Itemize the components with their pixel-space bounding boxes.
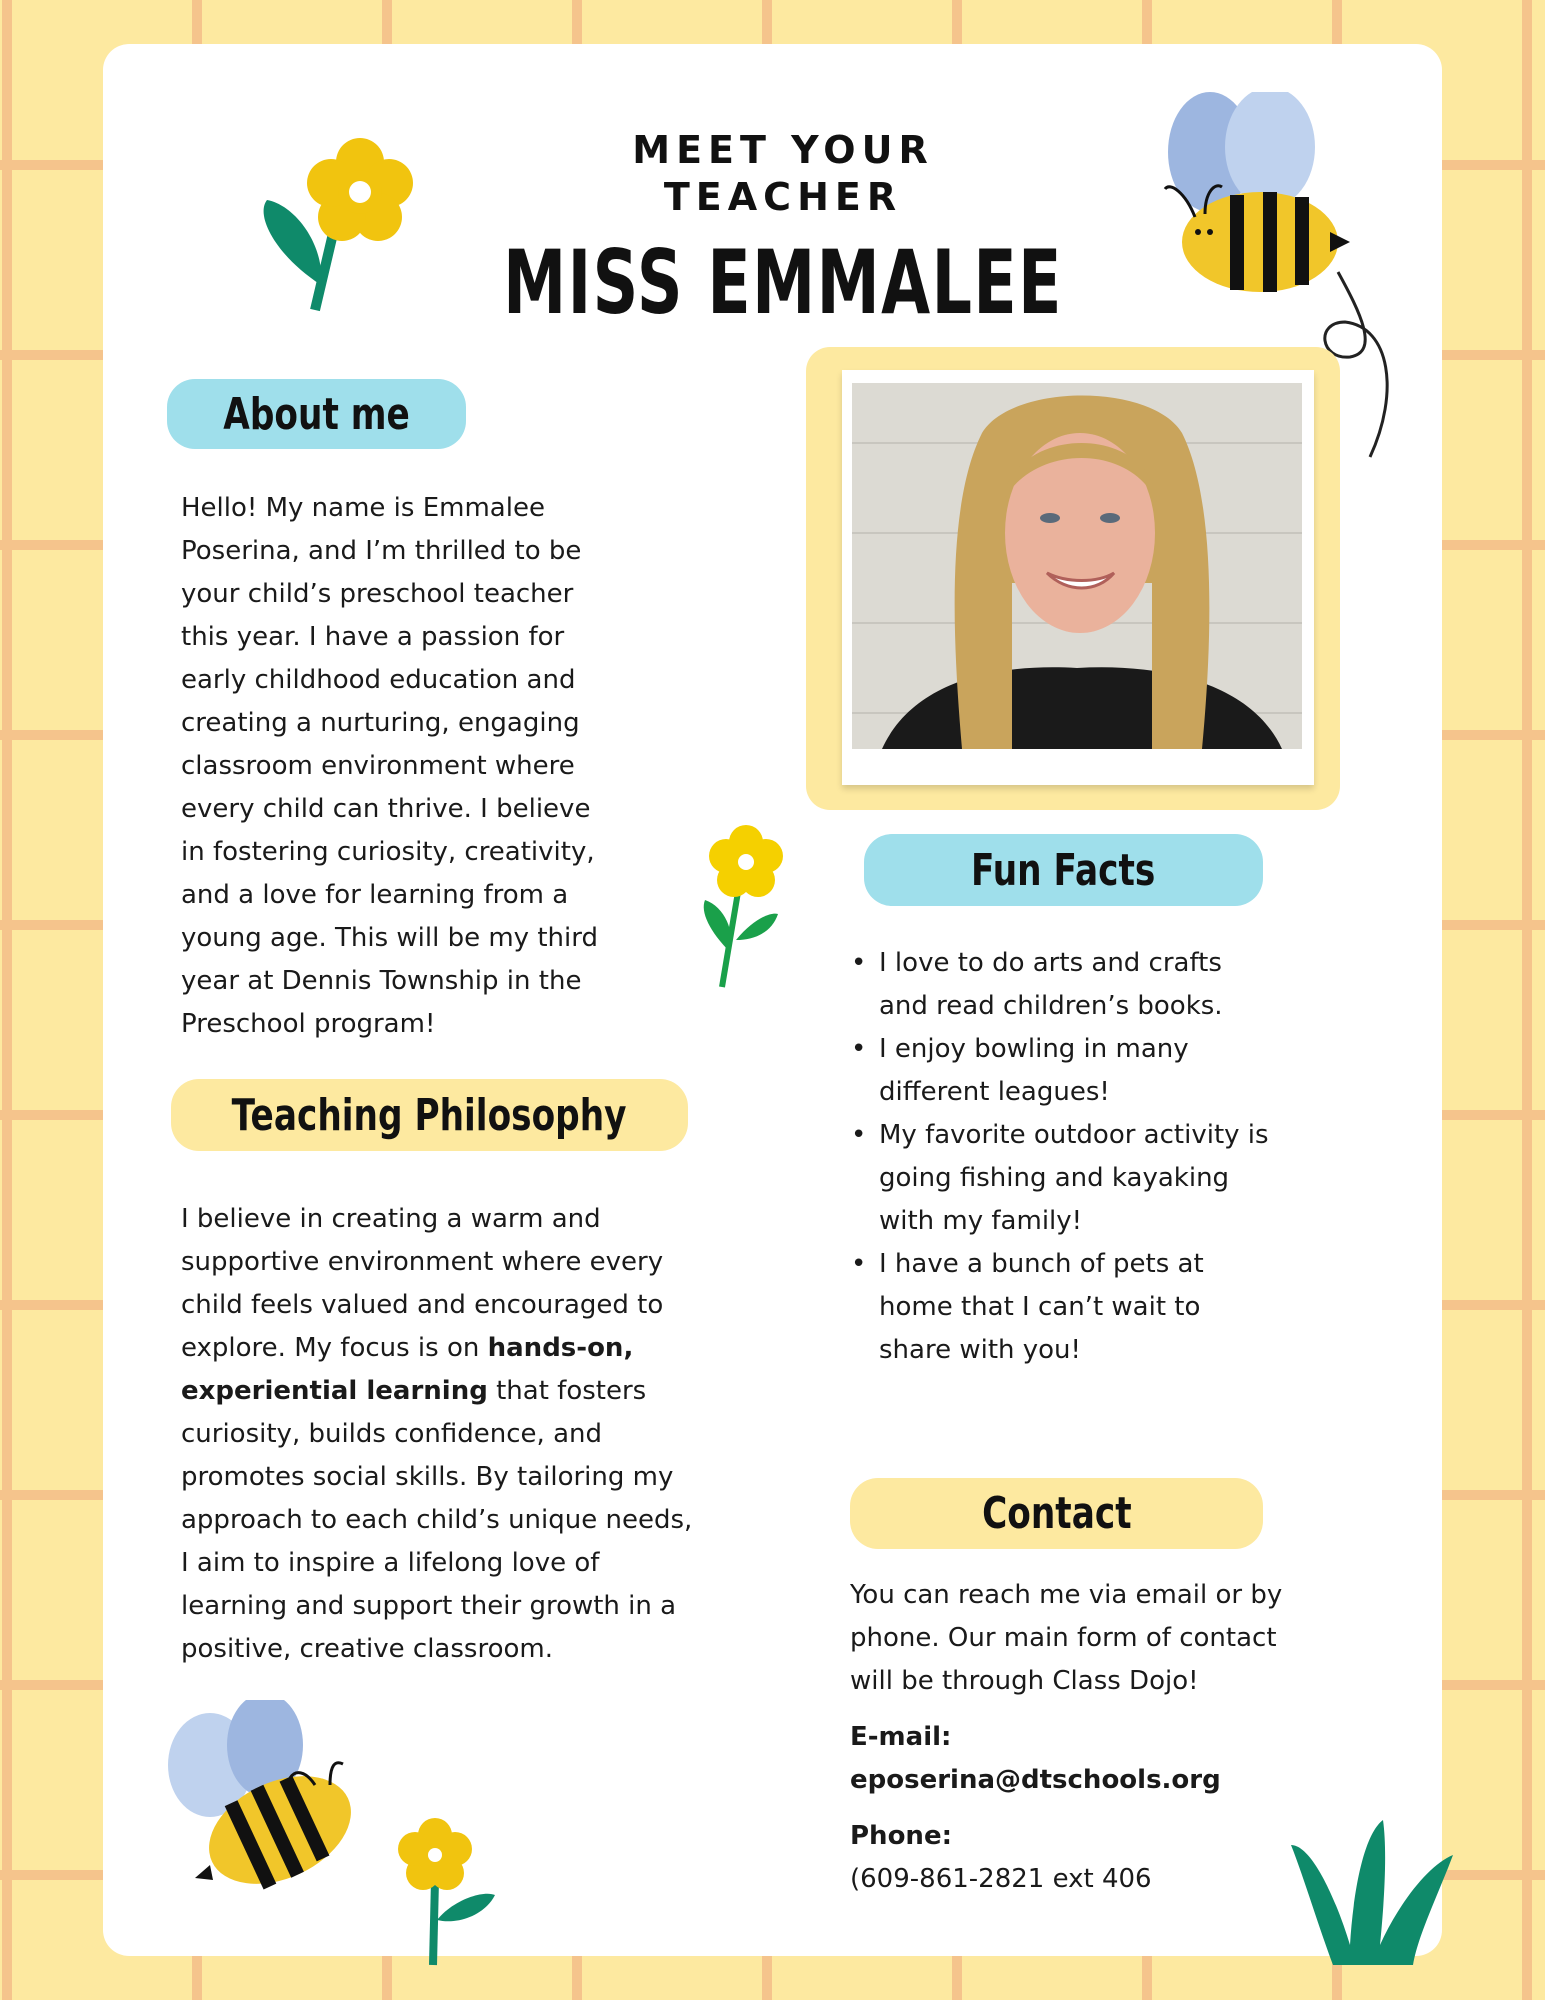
teaching-philosophy-heading: Teaching Philosophy — [171, 1079, 688, 1151]
text-line: You can reach me via email or by — [850, 1580, 1283, 1610]
text-line — [181, 1585, 692, 1628]
fun-facts-list — [851, 942, 1269, 1372]
text-line: classroom environment where — [181, 751, 575, 781]
text-line — [181, 1370, 692, 1413]
text-line: this year. I have a passion for — [181, 622, 565, 652]
text-line: • I love to do arts and crafts — [879, 948, 1222, 978]
text-line: and read children’s books. — [879, 991, 1223, 1021]
text-line: with my family! — [879, 1206, 1083, 1236]
text-segment: I believe in creating a warm and — [181, 1204, 601, 1234]
teacher-name: MISS EMMALEE — [503, 231, 1063, 334]
email-label: E-mail: — [850, 1722, 952, 1752]
fun-fact-item — [851, 1243, 1269, 1372]
text-segment: supportive environment where every — [181, 1247, 664, 1277]
phone-label: Phone: — [850, 1821, 952, 1851]
text-line: share with you! — [879, 1335, 1081, 1365]
text-segment: approach to each child’s unique needs, — [181, 1505, 693, 1535]
text-segment: learning and support their growth in a — [181, 1591, 677, 1621]
bold-text: experiential learning — [181, 1376, 488, 1406]
text-line: different leagues! — [879, 1077, 1110, 1107]
fun-fact-item — [851, 1114, 1269, 1243]
text-line — [181, 1198, 692, 1241]
text-segment: child feels valued and encouraged to — [181, 1290, 664, 1320]
text-line: creating a nurturing, engaging — [181, 708, 580, 738]
about-me-heading: About me — [167, 379, 466, 449]
text-line: going fishing and kayaking — [879, 1163, 1230, 1193]
text-line: home that I can’t wait to — [879, 1292, 1201, 1322]
text-line: will be through Class Dojo! — [850, 1666, 1199, 1696]
text-line — [181, 1542, 692, 1585]
text-segment: explore. My focus is on — [181, 1333, 488, 1363]
bee-icon — [165, 1700, 375, 1900]
text-line: young age. This will be my third — [181, 923, 598, 953]
text-segment: I aim to inspire a lifelong love of — [181, 1548, 600, 1578]
flower-icon — [700, 822, 790, 992]
about-me-text — [181, 487, 598, 1046]
phone-number: (609-861-2821 ext 406 — [850, 1864, 1152, 1894]
contact-text — [850, 1574, 1282, 1703]
text-line: Poserina, and I’m thrilled to be — [181, 536, 582, 566]
teacher-photo — [852, 383, 1302, 749]
flower-icon — [255, 135, 425, 320]
text-line — [181, 1413, 692, 1456]
text-line — [181, 1499, 692, 1542]
email-link[interactable]: eposerina@dtschools.org — [850, 1765, 1221, 1795]
text-line — [181, 1327, 692, 1370]
text-line: • I enjoy bowling in many — [879, 1034, 1189, 1064]
text-segment: curiosity, builds confidence, and — [181, 1419, 602, 1449]
text-line: every child can thrive. I believe — [181, 794, 591, 824]
text-line: phone. Our main form of contact — [850, 1623, 1277, 1653]
heading-meet-your: MEET YOUR — [632, 128, 934, 172]
text-line: and a love for learning from a — [181, 880, 569, 910]
text-line: • I have a bunch of pets at — [879, 1249, 1204, 1279]
text-line — [181, 1241, 692, 1284]
text-line: Preschool program! — [181, 1009, 436, 1039]
text-line: in fostering curiosity, creativity, — [181, 837, 595, 867]
teaching-philosophy-text — [181, 1198, 692, 1671]
text-line: Hello! My name is Emmalee — [181, 493, 545, 523]
text-segment: that fosters — [487, 1376, 647, 1406]
text-line: year at Dennis Township in the — [181, 966, 582, 996]
text-line — [181, 1284, 692, 1327]
heading-teacher: TEACHER — [663, 175, 903, 219]
text-line — [181, 1456, 692, 1499]
fun-fact-item — [851, 1028, 1269, 1114]
contact-heading: Contact — [850, 1478, 1263, 1549]
text-line: early childhood education and — [181, 665, 576, 695]
text-segment: promotes social skills. By tailoring my — [181, 1462, 674, 1492]
text-line — [181, 1628, 692, 1671]
bold-text: hands-on, — [487, 1333, 634, 1363]
fun-fact-item — [851, 942, 1269, 1028]
text-line: • My favorite outdoor activity is — [879, 1120, 1269, 1150]
fun-facts-heading: Fun Facts — [864, 834, 1263, 906]
text-line: your child’s preschool teacher — [181, 579, 574, 609]
flower-icon — [393, 1815, 503, 1970]
text-segment: positive, creative classroom. — [181, 1634, 553, 1664]
grass-icon — [1288, 1815, 1463, 1970]
